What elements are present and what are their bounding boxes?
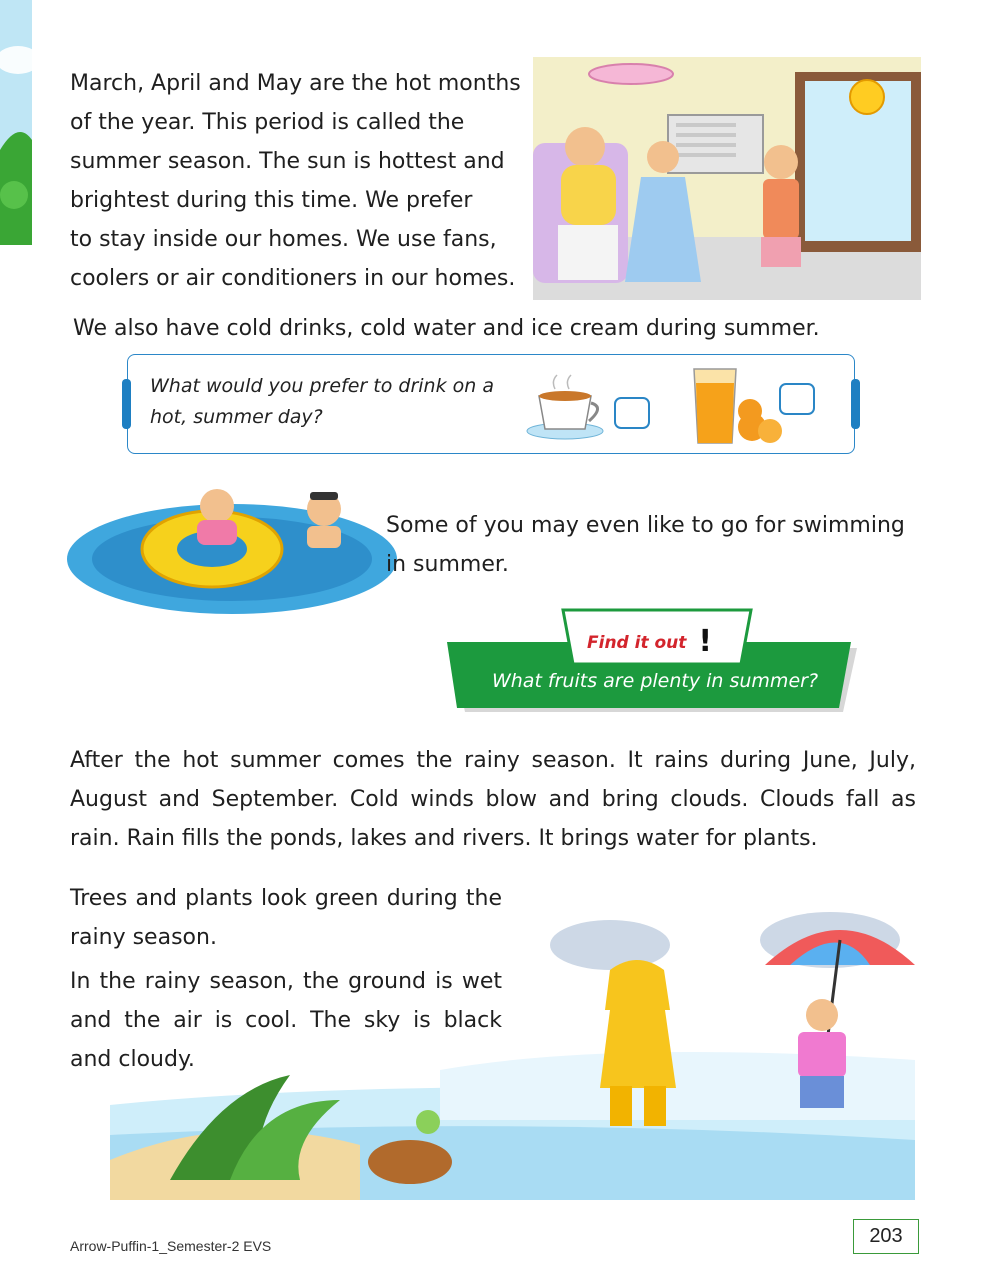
hot-tea-cup-icon: [525, 371, 609, 441]
tea-choice-checkbox[interactable]: [614, 397, 650, 429]
wet-ground-paragraph: In the rainy season, the ground is wet and the air is cool. The sky is black and cloudy.: [70, 969, 502, 1072]
text-line: of the year. This period is called the: [70, 110, 465, 135]
exclamation-icon: !: [698, 624, 713, 659]
text-line: brightest during this time. We prefer: [70, 188, 473, 213]
summer-intro-paragraph: [70, 64, 522, 298]
text-line: coolers or air conditioners in our homes.: [70, 266, 516, 291]
question-text: What would you prefer to drink on a hot, summer day?: [150, 375, 494, 428]
orange-juice-glass-icon: [688, 365, 788, 445]
swimming-illustration: [62, 464, 407, 624]
summer-room-illustration: [533, 57, 921, 300]
juice-choice-checkbox[interactable]: [779, 383, 815, 415]
find-it-out-text: Find it out: [587, 633, 687, 653]
sun-icon: [850, 80, 884, 114]
cold-drinks-sentence: We also have cold drinks, cold water and ice cream during summer.: [73, 316, 820, 341]
find-it-out-question: What fruits are plenty in summer?: [491, 670, 819, 692]
decorative-side-strip: [0, 0, 32, 245]
text-line: summer season. The sun is hottest and: [70, 149, 505, 174]
find-it-out-label: [587, 624, 712, 659]
page-number: 203: [853, 1219, 919, 1254]
footer-book-title: Arrow-Puffin-1_Semester-2 EVS: [70, 1238, 272, 1254]
rainy-season-paragraph: After the hot summer comes the rainy season. It rains during June, July, August and September. Cold winds blow and bring clouds. Clouds fall as rain. Rain fills the ponds, lakes and rivers. It brings water for plants.: [70, 748, 916, 851]
green-trees-paragraph: Trees and plants look green during the rainy season.: [70, 886, 502, 950]
text-line: March, April and May are the hot months: [70, 71, 521, 96]
rainy-season-illustration: [110, 900, 915, 1200]
question-box: [127, 354, 855, 454]
question-box-right-bar: [851, 379, 860, 429]
swimming-sentence: Some of you may even like to go for swimming in summer.: [386, 513, 905, 577]
question-box-left-bar: [122, 379, 131, 429]
text-line: to stay inside our homes. We use fans,: [70, 227, 497, 252]
